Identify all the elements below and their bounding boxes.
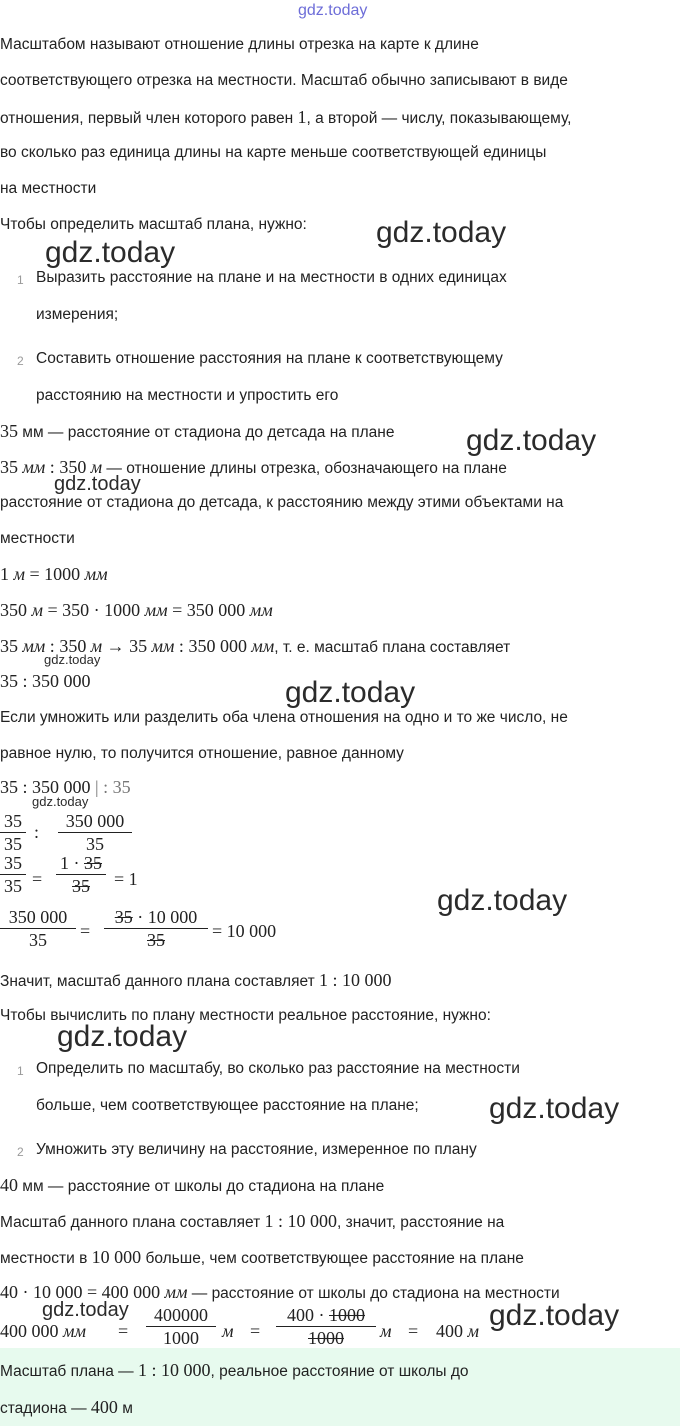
fraction: 400 · 1000 1000: [276, 1305, 376, 1348]
equation: 1 м = 1000 мм: [0, 564, 108, 584]
distance-steps-intro: Чтобы вычислить по плану местности реальное расстояние, нужно:: [0, 1007, 491, 1024]
fraction: 35 · 10 000 35: [104, 907, 208, 950]
definition-line: отношения, первый член которого равен 1, а второй — числу, показывающему,: [0, 107, 572, 127]
watermark: gdz.today: [44, 652, 101, 667]
rule-line: равное нулю, то получится отношение, равное данному: [0, 745, 404, 762]
list-item: Составить отношение расстояния на плане к соответствующему: [36, 350, 503, 367]
solution-line: 35 мм — расстояние от стадиона до детсада на плане: [0, 421, 395, 441]
watermark: gdz.today: [298, 2, 368, 19]
watermark: gdz.today: [54, 473, 141, 495]
list-item: больше, чем соответствующее расстояние на плане;: [36, 1097, 419, 1114]
definition-line: на местности: [0, 180, 97, 197]
watermark: gdz.today: [285, 676, 416, 709]
solution-line: 35 мм : 350 м — отношение длины отрезка, обозначающего на плане: [0, 457, 507, 477]
watermark: gdz.today: [489, 1092, 620, 1125]
watermark: gdz.today: [489, 1299, 620, 1332]
operator: = 1: [114, 869, 138, 889]
fraction: 1 · 35 35: [56, 853, 106, 896]
solution-line: расстояние от стадиона до детсада, к расстоянию между этими объектами на: [0, 494, 564, 511]
fraction: 35 35: [0, 853, 26, 896]
solution-line: местности в 10 000 больше, чем соответствующее расстояние на плане: [0, 1247, 524, 1267]
list-item: Определить по масштабу, во сколько раз расстояние на местности: [36, 1060, 520, 1077]
operator: =: [118, 1321, 129, 1341]
equation: 400 000 мм: [0, 1321, 86, 1341]
equation-result: 400 м: [436, 1321, 479, 1341]
operator: =: [32, 869, 43, 889]
list-item: измерения;: [36, 306, 119, 323]
watermark: gdz.today: [32, 794, 89, 809]
definition-line: Масштабом называют отношение длины отрезка на карте к длине: [0, 36, 479, 53]
list-item: расстоянию на местности и упростить его: [36, 387, 339, 404]
watermark: gdz.today: [57, 1020, 188, 1053]
list-item: Выразить расстояние на плане и на местности в одних единицах: [36, 269, 507, 286]
list-item: Умножить эту величину на расстояние, измеренное по плану: [36, 1141, 477, 1158]
fraction: 35 35: [0, 811, 26, 854]
list-number: 2: [17, 1145, 24, 1159]
list-number: 1: [17, 1064, 24, 1078]
fraction: 350 000 35: [0, 907, 76, 950]
solution-line: 40 мм — расстояние от школы до стадиона на плане: [0, 1175, 385, 1195]
scale-result: Значит, масштаб данного плана составляет 1 : 10 000: [0, 970, 392, 990]
fraction: 400000 1000: [146, 1305, 216, 1348]
watermark: gdz.today: [437, 884, 568, 917]
definition-line: соответствующего отрезка на местности. Масштаб обычно записывают в виде: [0, 72, 568, 89]
equation: 35 мм : 350 м → 35 мм : 350 000 мм, т. е. масштаб плана составляет: [0, 636, 511, 656]
operator: = 10 000: [212, 921, 277, 941]
operator: =: [80, 921, 91, 941]
answer-line: Масштаб плана — 1 : 10 000, реальное расстояние от школы до: [0, 1360, 469, 1380]
scale-steps-intro: Чтобы определить масштаб плана, нужно:: [0, 216, 307, 233]
definition-line: во сколько раз единица длины на карте меньше соответствующей единицы: [0, 144, 547, 161]
watermark: gdz.today: [376, 216, 507, 249]
operator: =: [250, 1321, 261, 1341]
equation: 35 : 350 000 | : 35: [0, 777, 131, 797]
list-number: 2: [17, 354, 24, 368]
equation: 40 · 10 000 = 400 000 мм — расстояние от школы до стадиона на местности: [0, 1282, 560, 1302]
list-number: 1: [17, 273, 24, 287]
unit: м: [380, 1321, 392, 1341]
equation: 35 : 350 000: [0, 671, 91, 691]
watermark: gdz.today: [42, 1299, 129, 1321]
unit: м: [222, 1321, 234, 1341]
rule-line: Если умножить или разделить оба члена отношения на одно и то же число, не: [0, 709, 568, 726]
equation: 350 м = 350 · 1000 мм = 350 000 мм: [0, 600, 273, 620]
operator: :: [34, 822, 40, 842]
solution-line: Масштаб данного плана составляет 1 : 10 000, значит, расстояние на: [0, 1211, 505, 1231]
solution-line: местности: [0, 530, 75, 547]
operator: =: [408, 1321, 419, 1341]
answer-line: стадиона — 400 м: [0, 1397, 133, 1417]
watermark: gdz.today: [45, 236, 176, 269]
watermark: gdz.today: [466, 424, 597, 457]
fraction: 350 000 35: [58, 811, 132, 854]
